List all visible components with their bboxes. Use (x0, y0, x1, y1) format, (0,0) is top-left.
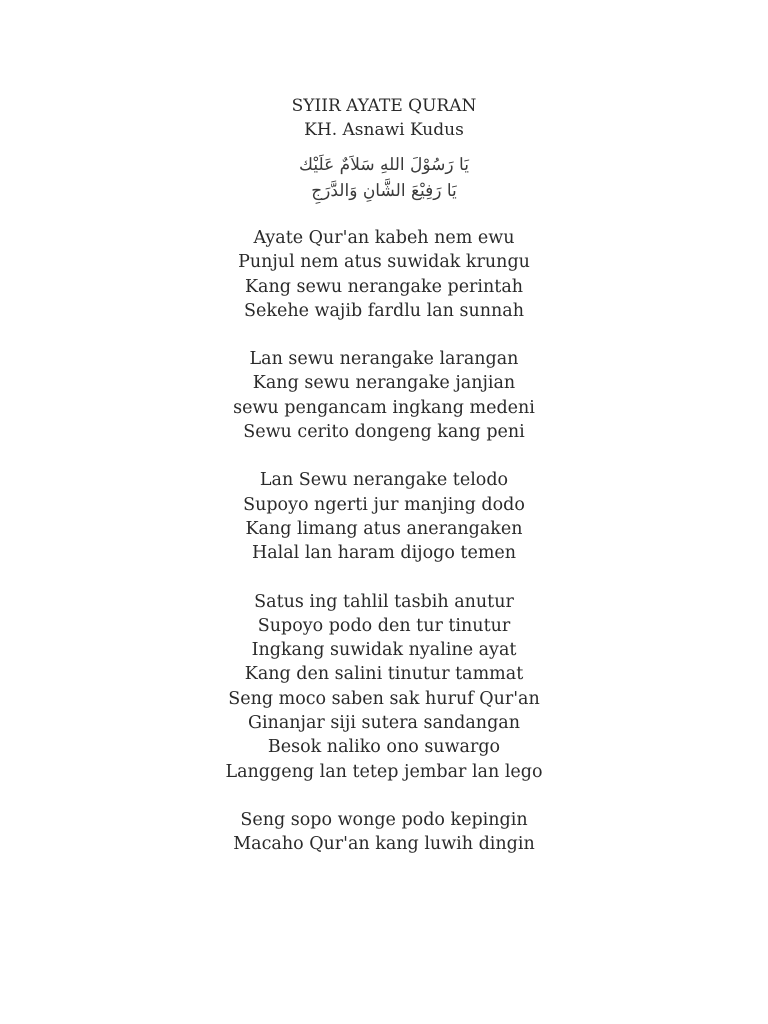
verse-line: Macaho Qur'an kang luwih dingin (233, 834, 535, 855)
verse-line: Sewu cerito dongeng kang peni (243, 422, 525, 443)
header-block (0, 94, 768, 142)
arabic-line: يَا رَفِيْعَ الشَّانِ وَالدَّرَجِ (311, 181, 457, 201)
verse-line: Lan sewu nerangake larangan (249, 349, 519, 370)
verse-line: Ayate Qur'an kabeh nem ewu (253, 228, 515, 248)
verse-line: Ingkang suwidak nyaline ayat (251, 640, 517, 661)
verse-line: Kang sewu nerangake janjian (252, 373, 516, 394)
arabic-line: يَا رَسُوْلَ اللهِ سَلاَمٌ عَلَيْك (299, 155, 469, 175)
verse-line: Kang sewu nerangake perintah (244, 276, 524, 297)
document-page (0, 94, 768, 881)
verse-line: Sekehe wajib fardlu lan sunnah (244, 300, 524, 321)
verse-line: Besok naliko ono suwargo (267, 737, 501, 758)
stanza (0, 226, 768, 323)
verse-line: Ginanjar siji sutera sandangan (247, 713, 520, 734)
stanza (0, 347, 768, 444)
verse-line: Supoyo ngerti jur manjing dodo (243, 494, 525, 515)
verse-line: Supoyo podo den tur tinutur (257, 615, 511, 636)
verse-line: Kang limang atus anerangaken (245, 518, 523, 539)
stanza (0, 808, 768, 857)
poem-title: SYIIR AYATE QURAN (291, 96, 477, 116)
verse-line: Seng moco saben sak huruf Qur'an (228, 688, 540, 709)
arabic-salawat (0, 152, 768, 204)
verse-line: Lan Sewu nerangake telodo (259, 470, 509, 491)
verse-line: Kang den salini tinutur tammat (244, 664, 524, 685)
verse-line: Halal lan haram dijogo temen (251, 543, 517, 564)
stanza (0, 468, 768, 565)
poem-author: KH. Asnawi Kudus (304, 120, 464, 140)
stanza (0, 590, 768, 784)
verse-line: Seng sopo wonge podo kepingin (240, 809, 528, 830)
verse-line: Punjul nem atus suwidak krungu (238, 252, 530, 273)
verse-line: sewu pengancam ingkang medeni (233, 397, 535, 418)
poem-body (0, 226, 768, 857)
verse-line: Satus ing tahlil tasbih anutur (254, 591, 514, 612)
verse-line: Langgeng lan tetep jembar lan lego (225, 761, 543, 782)
